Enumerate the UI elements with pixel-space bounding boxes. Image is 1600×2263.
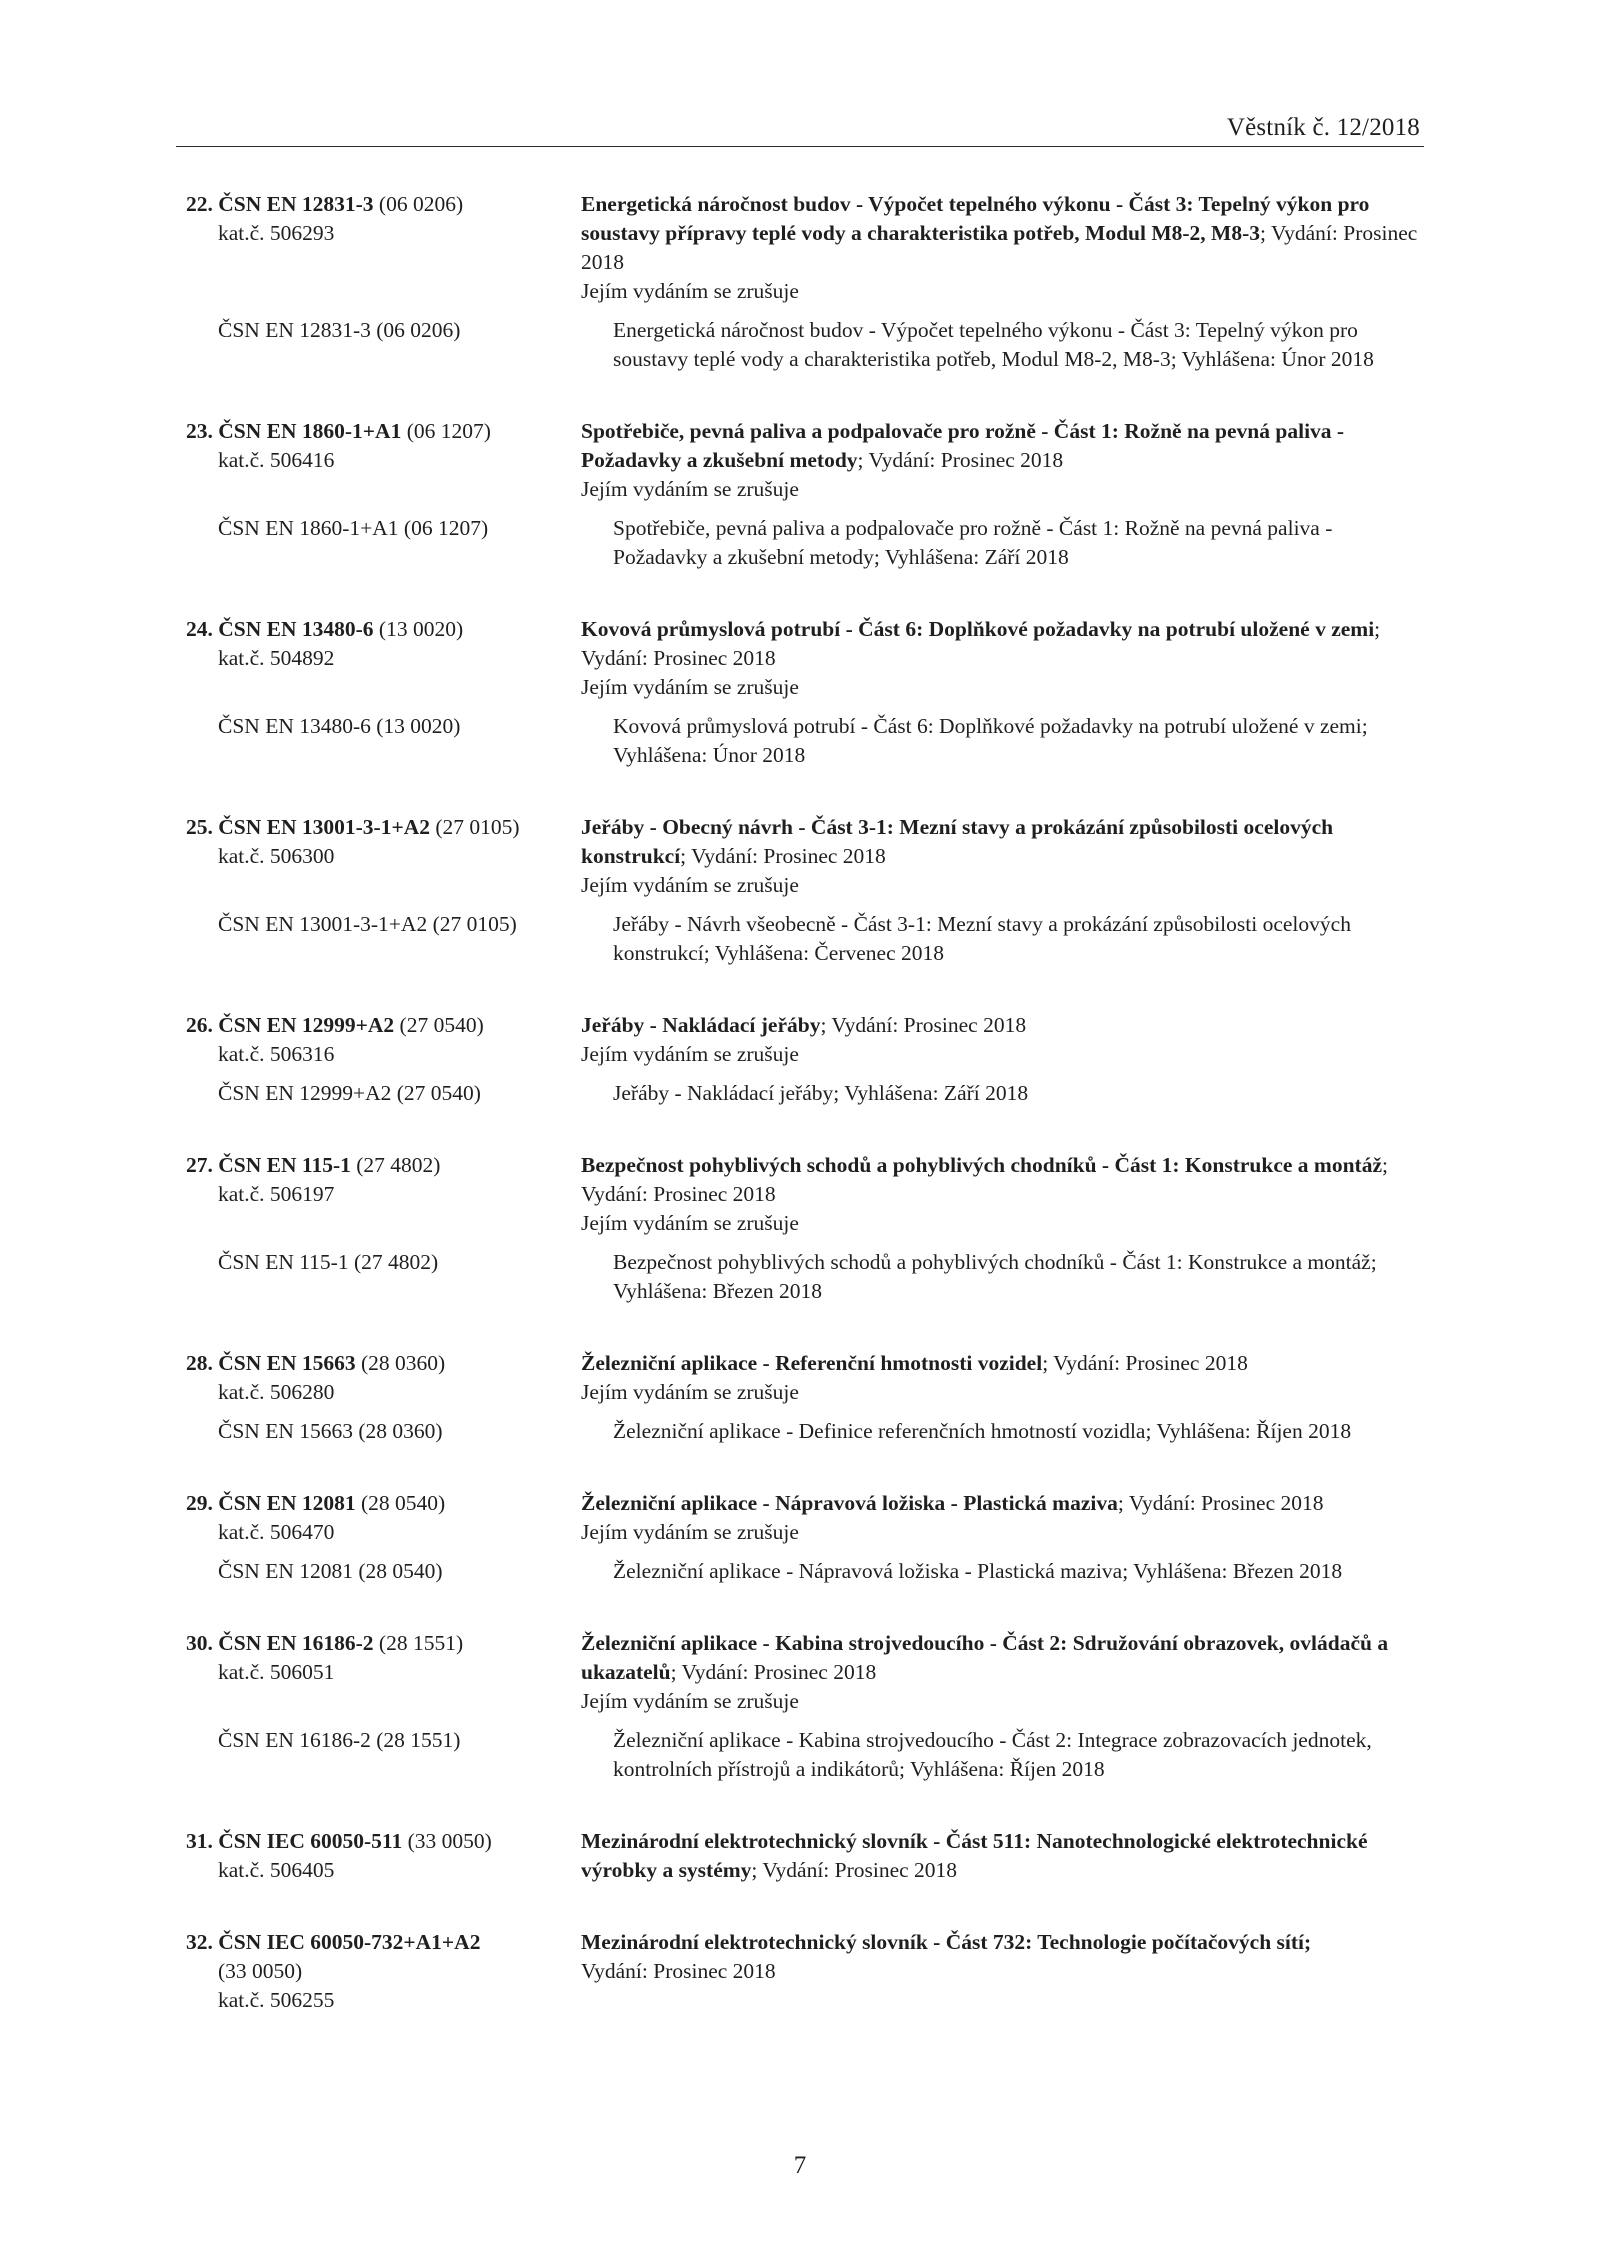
catalog-number: kat.č. 506405 [218,1858,335,1882]
standard-code: ČSN IEC 60050-732+A1+A2 [218,1930,481,1954]
standard-title: Jeřáby - Obecný návrh - Část 3-1: Mezní stavy a prokázání způsobilosti ocelových konstrukcí [581,815,1334,868]
standard-class: (33 0050) [407,1829,492,1853]
cancels-note: Jejím vydáním se zrušuje [581,1211,799,1235]
standard-class: (28 1551) [378,1631,464,1655]
cancels-note: Jejím vydáním se zrušuje [581,1520,799,1544]
list-item [186,1928,1426,2015]
standard-code: ČSN EN 12831-3 [218,192,374,216]
entry-number: 26. [186,1013,213,1037]
cancelled-standard-code: ČSN EN 13480-6 (13 0020) [218,714,461,738]
cancelled-standard-text: Spotřebiče, pevná paliva a podpalovače pro rožně - Část 1: Rožně na pevná paliva - Požadavky a zkušební metody; Vyhlášena: Září 2018 [613,516,1333,569]
issue-date: ; Vydání: Prosinec 2018 [751,1858,958,1882]
list-item [186,1349,1426,1446]
standard-title: Mezinárodní elektrotechnický slovník - Část 511: Nanotechnologické elektrotechnické výrobky a systémy [581,1829,1368,1882]
list-item [186,1011,1426,1108]
issue-date: ; Vydání: Prosinec 2018 [857,448,1064,472]
standard-code: ČSN EN 13001-3-1+A2 [218,815,430,839]
entry-number: 28. [186,1351,213,1375]
list-item [186,1151,1426,1306]
entry-number: 23. [186,419,213,443]
catalog-number: kat.č. 504892 [218,646,335,670]
issue-date: ; Vydání: Prosinec 2018 [1042,1351,1248,1375]
cancelled-standard-code: ČSN EN 13001-3-1+A2 (27 0105) [218,912,517,936]
cancels-note: Jejím vydáním se zrušuje [581,873,799,897]
catalog-number: kat.č. 506416 [218,448,335,472]
catalog-number: kat.č. 506293 [218,221,335,245]
page-header [176,110,1424,147]
entry-number: 24. [186,617,213,641]
issue-date: Vydání: Prosinec 2018 [581,1959,776,1983]
standard-class: (28 0360) [361,1351,446,1375]
cancelled-standard-code: ČSN EN 12999+A2 (27 0540) [218,1081,481,1105]
issue-date: ; Vydání: Prosinec 2018 [581,617,1381,670]
standard-code: ČSN EN 16186-2 [218,1631,374,1655]
standard-class: (28 0540) [361,1491,446,1515]
catalog-number: kat.č. 506470 [218,1520,335,1544]
standard-class: (13 0020) [378,617,464,641]
standard-title: Energetická náročnost budov - Výpočet tepelného výkonu - Část 3: Tepelný výkon pro soustavy přípravy teplé vody a charakteristika potřeb, Modul M8-2, M8-3 [581,192,1370,245]
standard-title: Železniční aplikace - Nápravová ložiska - Plastická maziva [581,1491,1118,1515]
standard-code: ČSN EN 12081 [218,1491,356,1515]
standard-class: (27 0540) [399,1013,484,1037]
standard-code: ČSN EN 1860-1+A1 [218,419,402,443]
cancelled-standard-text: Železniční aplikace - Nápravová ložiska - Plastická maziva; Vyhlášena: Březen 2018 [613,1559,1343,1583]
list-item [186,813,1426,968]
catalog-number: kat.č. 506051 [218,1660,335,1684]
issue-date: ; Vydání: Prosinec 2018 [581,1153,1388,1206]
entry-number: 29. [186,1491,213,1515]
catalog-number: kat.č. 506300 [218,844,335,868]
cancels-note: Jejím vydáním se zrušuje [581,675,799,699]
standard-class: (27 0105) [435,815,520,839]
cancelled-standard-code: ČSN EN 1860-1+A1 (06 1207) [218,516,489,540]
cancelled-standard-code: ČSN EN 15663 (28 0360) [218,1419,443,1443]
list-item [186,1489,1426,1586]
cancels-note: Jejím vydáním se zrušuje [581,1042,799,1066]
cancelled-standard-text: Kovová průmyslová potrubí - Část 6: Doplňkové požadavky na potrubí uložené v zemi; Vyhlášena: Únor 2018 [613,714,1368,767]
standard-code: ČSN EN 115-1 [218,1153,351,1177]
catalog-number: kat.č. 506280 [218,1380,335,1404]
standard-title: Bezpečnost pohyblivých schodů a pohyblivých chodníků - Část 1: Konstrukce a montáž [581,1153,1382,1177]
cancelled-standard-text: Železniční aplikace - Definice referenčních hmotností vozidla; Vyhlášena: Říjen 2018 [613,1419,1352,1443]
catalog-number: kat.č. 506316 [218,1042,335,1066]
cancelled-standard-text: Bezpečnost pohyblivých schodů a pohyblivých chodníků - Část 1: Konstrukce a montáž; Vyhlášena: Březen 2018 [613,1250,1377,1303]
standard-code: ČSN IEC 60050-511 [218,1829,403,1853]
standards-list [186,190,1426,2058]
issue-date: ; Vydání: Prosinec 2018 [680,844,886,868]
entry-number: 22. [186,192,213,216]
cancelled-standard-text: Energetická náročnost budov - Výpočet tepelného výkonu - Část 3: Tepelný výkon pro soustavy teplé vody a charakteristika potřeb, Modul M8-2, M8-3; Vyhlášena: Únor 2018 [613,318,1374,371]
issue-date: ; Vydání: Prosinec 2018 [581,221,1418,274]
standard-title: Spotřebiče, pevná paliva a podpalovače pro rožně - Část 1: Rožně na pevná paliva - Požadavky a zkušební metody [581,419,1345,472]
standard-class: (06 0206) [378,192,464,216]
standard-class: (33 0050) [218,1959,303,1983]
standard-code: ČSN EN 12999+A2 [218,1013,395,1037]
catalog-number: kat.č. 506255 [218,1988,335,2012]
issue-date: ; Vydání: Prosinec 2018 [1117,1491,1324,1515]
cancels-note: Jejím vydáním se zrušuje [581,477,799,501]
entry-number: 30. [186,1631,213,1655]
issue-date: ; Vydání: Prosinec 2018 [820,1013,1027,1037]
standard-title: Kovová průmyslová potrubí - Část 6: Doplňkové požadavky na potrubí uložené v zemi [581,617,1375,641]
entry-number: 32. [186,1930,213,1954]
cancels-note: Jejím vydáním se zrušuje [581,1689,799,1713]
bulletin-title: Věstník č. 12/2018 [1226,114,1420,141]
cancels-note: Jejím vydáním se zrušuje [581,279,799,303]
cancelled-standard-code: ČSN EN 12831-3 (06 0206) [218,318,461,342]
catalog-number: kat.č. 506197 [218,1182,335,1206]
page-number: 7 [793,2152,807,2179]
cancels-note: Jejím vydáním se zrušuje [581,1380,799,1404]
cancelled-standard-text: Železniční aplikace - Kabina strojvedoucího - Část 2: Integrace zobrazovacích jednotek, kontrolních přístrojů a indikátorů; Vyhlášena: Říjen 2018 [613,1728,1372,1781]
standard-code: ČSN EN 13480-6 [218,617,374,641]
entry-number: 27. [186,1153,213,1177]
standard-class: (06 1207) [406,419,491,443]
cancelled-standard-code: ČSN EN 16186-2 (28 1551) [218,1728,461,1752]
list-item [186,1629,1426,1784]
cancelled-standard-text: Jeřáby - Nakládací jeřáby; Vyhlášena: Září 2018 [613,1081,1029,1105]
standard-title: Mezinárodní elektrotechnický slovník - Část 732: Technologie počítačových sítí; [581,1930,1312,1954]
cancelled-standard-code: ČSN EN 12081 (28 0540) [218,1559,443,1583]
standard-title: Železniční aplikace - Referenční hmotnosti vozidel [581,1351,1043,1375]
issue-date: ; Vydání: Prosinec 2018 [670,1660,877,1684]
list-item [186,1827,1426,1885]
cancelled-standard-code: ČSN EN 115-1 (27 4802) [218,1250,439,1274]
list-item [186,190,1426,374]
standard-title: Jeřáby - Nakládací jeřáby [581,1013,821,1037]
list-item [186,615,1426,770]
standard-code: ČSN EN 15663 [218,1351,356,1375]
entry-number: 25. [186,815,213,839]
standard-title: Železniční aplikace - Kabina strojvedoucího - Část 2: Sdružování obrazovek, ovládačů a ukazatelů [581,1631,1389,1684]
list-item [186,417,1426,572]
entry-number: 31. [186,1829,213,1853]
standard-class: (27 4802) [356,1153,441,1177]
cancelled-standard-text: Jeřáby - Návrh všeobecně - Část 3-1: Mezní stavy a prokázání způsobilosti ocelových konstrukcí; Vyhlášena: Červenec 2018 [613,912,1351,965]
